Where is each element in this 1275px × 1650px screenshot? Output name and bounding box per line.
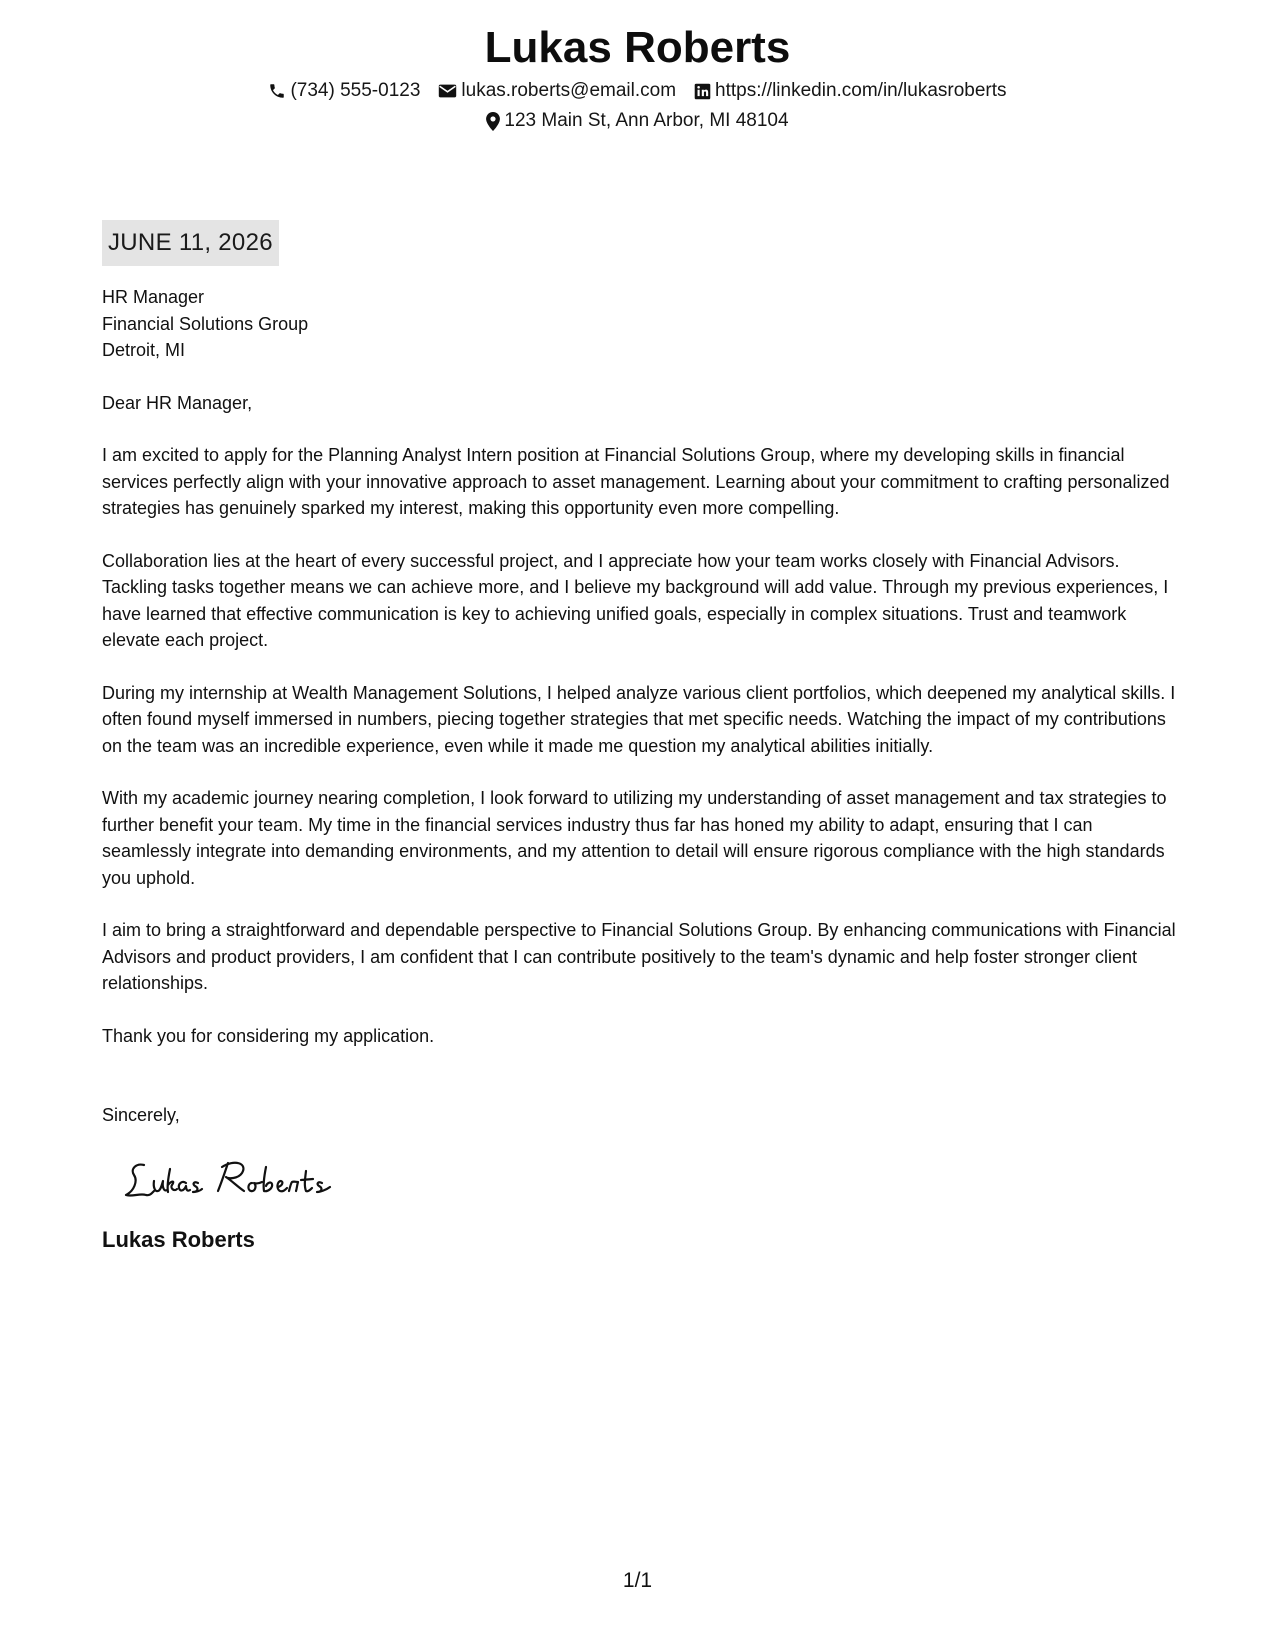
body-paragraph: Collaboration lies at the heart of every successful project, and I appreciate how your team works closely with Financial Advisors. Tackling tasks together means we can achieve more, and I believe my background will add value. Through my previous experiences, I have learned that effective communication is key to achieving unified goals, especially in complex situations. Trust and teamwork elevate each project.: [102, 550, 1169, 650]
handwritten-signature: [122, 1151, 352, 1211]
linkedin-contact: [694, 76, 1006, 106]
linkedin-icon: [694, 83, 711, 100]
signoff: Sincerely,: [102, 1105, 180, 1125]
recipient-block: [102, 284, 1177, 364]
phone-number: (734) 555-0123: [290, 80, 421, 101]
linkedin-url[interactable]: https://linkedin.com/in/lukasroberts: [715, 80, 1007, 101]
applicant-name: Lukas Roberts: [484, 23, 791, 72]
letter-body: [102, 284, 1177, 1255]
page-number: 1/1: [622, 1569, 653, 1592]
email-contact: [438, 76, 676, 106]
recipient-title: HR Manager: [102, 287, 205, 307]
closing-line: Thank you for considering my application.: [102, 1025, 435, 1046]
address-contact: [486, 106, 788, 136]
street-address: 123 Main St, Ann Arbor, MI 48104: [504, 110, 789, 131]
recipient-location: Detroit, MI: [102, 340, 186, 360]
map-pin-icon: [486, 112, 500, 131]
letter-date-block: [102, 220, 279, 266]
phone-icon: [268, 82, 286, 100]
signed-name: Lukas Roberts: [102, 1226, 255, 1252]
letter-date: JUNE 11, 2026: [102, 220, 279, 266]
body-paragraph: With my academic journey nearing completion, I look forward to utilizing my understanding of asset management and tax strategies to further benefit your team. My time in the financial services industry thus far has honed my ability to adapt, ensuring that I can seamlessly integrate into demanding environments, and my attention to detail will ensure rigorous compliance with the high standards you uphold.: [102, 788, 1167, 888]
contact-row-address: [0, 106, 1275, 136]
letter-header: [0, 20, 1275, 136]
body-paragraph: During my internship at Wealth Management Solutions, I helped analyze various client portfolios, which deepened my analytical skills. I often found myself immersed in numbers, piecing together strategies that met specific needs. Watching the impact of my contributions on the team was an incredible experience, even while it made me question my analytical abilities initially.: [102, 682, 1176, 756]
phone-contact: [268, 76, 420, 106]
email-address[interactable]: lukas.roberts@email.com: [461, 80, 677, 101]
contact-row-primary: [0, 76, 1275, 106]
envelope-icon: [438, 83, 457, 99]
recipient-company: Financial Solutions Group: [102, 313, 309, 334]
body-paragraph: I am excited to apply for the Planning Analyst Intern position at Financial Solutions Group, where my developing skills in financial services perfectly align with your innovative approach to asset management. Learning about your commitment to crafting personalized strategies has genuinely sparked my interest, making this opportunity even more compelling.: [102, 445, 1170, 518]
salutation: Dear HR Manager,: [102, 392, 253, 413]
body-paragraph: I aim to bring a straightforward and dependable perspective to Financial Solutions Group. By enhancing communications with Financial Advisors and product providers, I am confident that I can contribute positively to the team's dynamic and help foster stronger client relationships.: [102, 920, 1176, 993]
